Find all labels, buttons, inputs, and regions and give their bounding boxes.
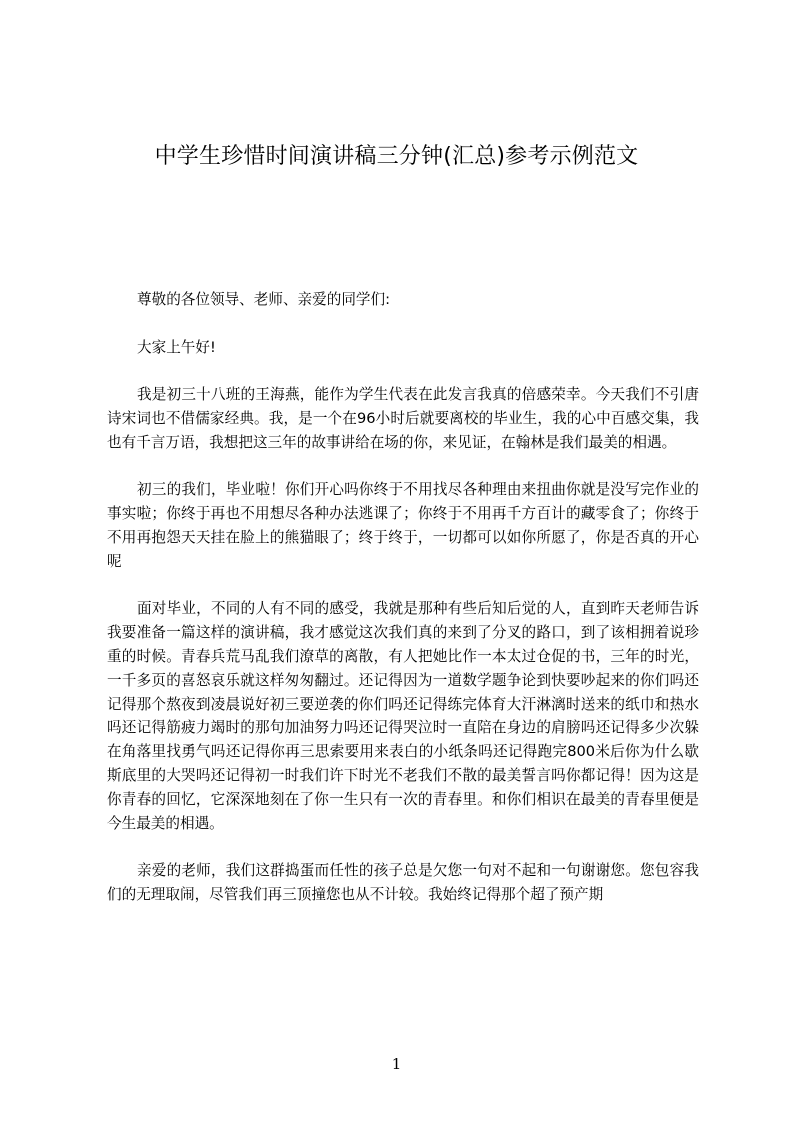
greeting-paragraph: 大家上午好! [137,338,216,356]
page-number: 1 [391,1055,402,1073]
teachers-paragraph: 亲爱的老师，我们这群捣蛋而任性的孩子总是欠您一句对不起和一句谢谢您。您包容我们的无理取闹，尽管我们再三顶撞您也从不计较。我始终记得那个超了预产期 [107,862,699,903]
memories-paragraph: 面对毕业，不同的人有不同的感受，我就是那种有些后知后觉的人，直到昨天老师告诉我要准备一篇这样的演讲稿，我才感觉这次我们真的来到了分叉的路口，到了该相拥着说珍重的时候。青春兵荒马乱我们潦草的离散，有人把她比作一本太过仓促的书，三年的时光，一千多页的喜怒哀乐就这样匆匆翻过。还记得因为一道数学题争论到快要吵起来的你们吗还记得那个熬夜到凌晨说好初三要逆袭的你们吗还记得练完体育大汗淋漓时送来的纸巾和热水吗还记得筋疲力竭时的那句加油努力吗还记得哭泣时一直陪在身边的肩膀吗还记得多少次躲在角落里找勇气吗还记得你再三思索要用来表白的小纸条吗还记得跑完800米后你为什么歇斯底里的大哭吗还记得初一时我们许下时光不老我们不散的最美誓言吗你都记得！因为这是你青春的回忆，它深深地刻在了你一生只有一次的青春里。和你们相识在最美的青春里便是今生最美的相遇。 [107,600,699,832]
introduction-paragraph: 我是初三十八班的王海燕，能作为学生代表在此发言我真的倍感荣幸。今天我们不引唐诗宋词也不借儒家经典。我，是一个在96小时后就要离校的毕业生，我的心中百感交集，我也有千言万语，我想把这三年的故事讲给在场的你，来见证，在翰林是我们最美的相遇。 [107,386,699,451]
salutation-paragraph: 尊敬的各位领导、老师、亲爱的同学们: [137,291,391,308]
document-body [107,288,699,931]
graduation-paragraph: 初三的我们，毕业啦！你们开心吗你终于不用找尽各种理由来扭曲你就是没写完作业的事实啦；你终于再也不用想尽各种办法逃课了；你终于不用再千方百计的藏零食了；你终于不用再抱怨天天挂在脸上的熊猫眼了；终于终于，一切都可以如你所愿了，你是否真的开心呢 [107,481,699,570]
document-title: 中学生珍惜时间演讲稿三分钟(汇总)参考示例范文 [154,144,639,169]
